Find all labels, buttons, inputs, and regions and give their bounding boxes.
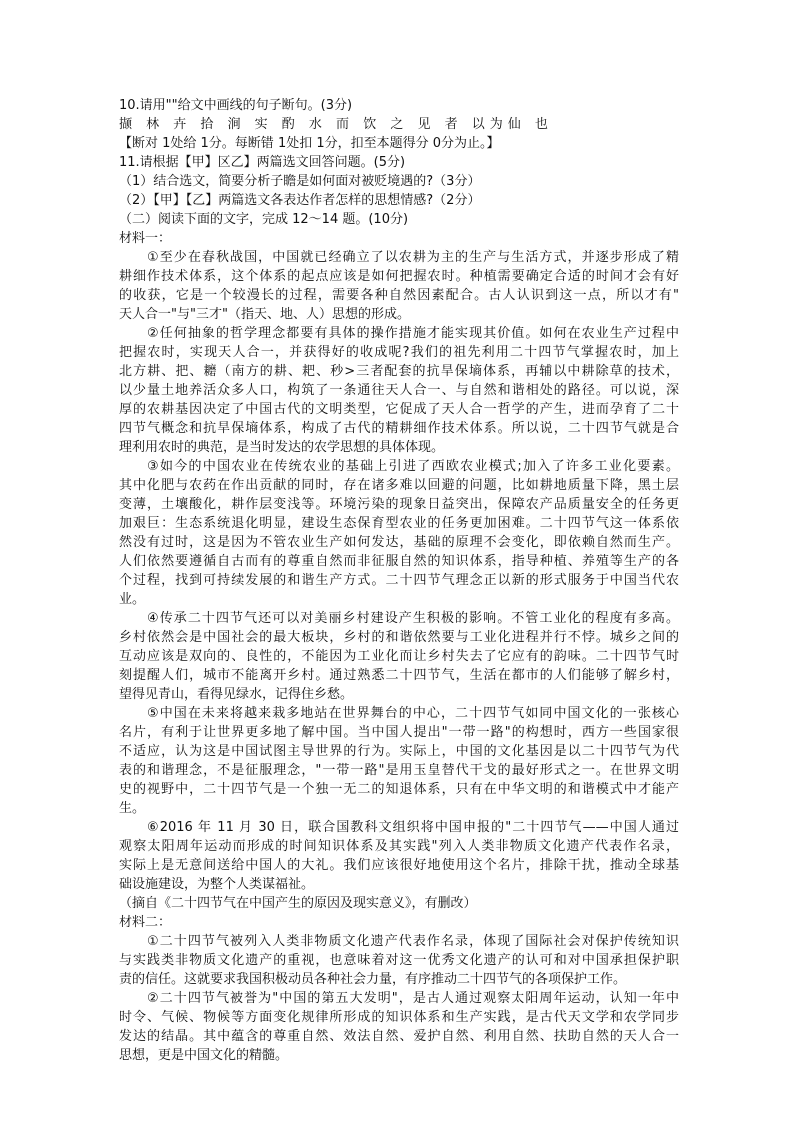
paragraph-line: 其中化肥与农药在作出贡献的同时，存在诸多难以回避的问题，比如耕地质量下降，黑土层 [119,478,679,493]
question-11-part-2: （2）【甲】【乙】两篇选文各表达作者怎样的思想情感?（2分） [119,193,481,208]
paragraph-line: ④传承二十四节气还可以对美丽乡村建设产生积极的影响。不管工业化的程度有多高。 [147,611,679,626]
paragraph-line: 个过程，找到可持续发展的和谐生产方式。二十四节气理念正以新的形式服务于中国当代农 [119,573,679,588]
paragraph-line: 的收获，它是一个较漫长的过程，需要各种自然因素配合。古人认识到这一点，所以才有" [119,288,679,303]
paragraph-line: 发达的结晶。其中蕴含的尊重自然、效法自然、爱护自然、利用自然、扶助自然的天人合一 [119,1029,679,1044]
paragraph-line: 史的视野中，二十四节气是一个独一无二的知退体系，只有在中华文明的和谐模式中才能产 [119,782,679,797]
paragraph-line: 观察太阳周年运动而形成的时间知识体系及其实践"列入人类非物质文化遗产代表作名录， [119,839,679,854]
paragraph-line: 望得见青山，看得见绿水，记得住乡愁。 [119,687,354,702]
question-10: 10.请用""给文中画线的句子断句。(3分) [119,98,353,113]
paragraph-line: 耕细作技术体系，这个体系的起点应该是如何把握农时。种植需要确定合适的时间才会有好 [119,269,679,284]
paragraph-line: 变薄，土壤酸化，耕作层变浅等。环境污染的现象日益突出，保障农产品质量安全的任务更 [119,497,679,512]
paragraph-line: 生。 [119,801,146,816]
underlined-sentence: 撷 林 卉 拾 涧 实 酌 水 而 饮 之 见 者 以为仙 也 [119,117,553,132]
scoring-note: 【断对 1处给 1分。每断错 1处扣 1分，扣至本题得分 0分为止。】 [119,136,500,151]
paragraph-line: ②任何抽象的哲学理念都要有具体的操作措施才能实现其价值。如何在农业生产过程中 [147,326,679,341]
source-citation: （摘自《二十四节气在中国产生的原因及现实意义》，有删改） [119,896,477,911]
paragraph-line: ⑥2016 年 11 月 30 日，联合国教科文组织将中国申报的"二十四节气——中国人通过 [147,820,679,835]
paragraph-line: 表的和谐理念，不是征服理念，"一带一路"是用玉皇替代干戈的最好形式之一。在世界文明 [119,763,679,778]
paragraph-line: ①至少在春秋战国，中国就已经确立了以农耕为主的生产与生活方式，并逐步形成了精 [147,250,679,265]
paragraph-line: 北方耕、把、耱（南方的耕、耙、秒>三者配套的抗旱保墒体系，再辅以中耕除草的技术， [119,364,679,379]
paragraph-line: 人们依然要遵循自古而有的尊重自然而非征服自然的知识体系，指导种植、养殖等生产的各 [119,554,679,569]
paragraph-line: 乡村依然会是中国社会的最大板块，乡村的和谐依然要与工业化进程并行不悖。城乡之间的 [119,630,679,645]
paragraph-line: 础设施建设，为整个人类谋福祉。 [119,877,315,892]
paragraph-line: 业。 [119,592,146,607]
paragraph-line: ③如今的中国农业在传统农业的基础上引进了西欧农业模式;加入了许多工业化要素。 [147,459,679,474]
paragraph-line: 与实践类非物质文化遗产的重视，也意味着对这一优秀文化遗产的认可和对中国承担保护职 [119,953,679,968]
paragraph-line: 然没有过时，这是因为不管农业生产如何发达，基础的原理不会变化，即依赖自然而生产。 [119,535,679,550]
paragraph-line: 四节气概念和抗旱保墒体系，构成了古代的精耕细作技术体系。所以说，二十四节气就是合 [119,421,679,436]
paragraph-line: 思想，更是中国文化的精髓。 [119,1048,289,1063]
section-heading: （二）阅读下面的文字，完成 12～14 题。(10分) [119,212,409,227]
paragraph-line: 刻提醒人们，城市不能离开乡村。通过熟悉二十四节气，生活在都市的人们能够了解乡村， [119,668,679,683]
question-11: 11.请根据【甲】区乙】两篇选文回答问题。(5分) [119,155,406,170]
paragraph-line: 把握农时，实现天人合一，并获得好的收成呢?我们的祖先利用二十四节气掌握农时，加上 [119,345,679,360]
paragraph-line: ①二十四节气被列入人类非物质文化遗产代表作名录，体现了国际社会对保护传统知识 [147,934,679,949]
material-two-label: 材料二： [119,915,172,930]
paragraph-line: 互动应该是双向的、良性的，不能因为工业化而让乡村失去了它应有的韵味。二十四节气时 [119,649,679,664]
paragraph-line: 实际上是无意间送给中国人的大礼。我们应该很好地使用这个名片，排除干扰，推动全球基 [119,858,679,873]
paragraph-line: 时令、气候、物候等方面变化规律所形成的知识体系和生产实践，是古代天文学和农学同步 [119,1010,679,1025]
paragraph-line: 以少量土地养活众多人口，构筑了一条通往天人合一、与自然和谐相处的路径。可以说，深 [119,383,679,398]
paragraph-line: ⑤中国在未来将越来栽多地站在世界舞台的中心，二十四节气如同中国文化的一张核心 [147,706,679,721]
paragraph-line: 理利用农时的典范，是当时发达的农学思想的具体体现。 [119,440,445,455]
paragraph-line: 天人合一"与"三才"（指天、地、人）思想的形成。 [119,307,410,322]
material-one-label: 材料一： [119,231,172,246]
paragraph-line: ②二十四节气被誉为"中国的第五大发明"，是古人通过观察太阳周年运动，认知一年中 [147,991,679,1006]
question-11-part-1: （1）结合选文，简要分析子瞻是如何面对被贬境遇的?（3分） [119,174,481,189]
paragraph-line: 不适应，认为这是中国试图主导世界的行为。实际上，中国的文化基因是以二十四节气为代 [119,744,679,759]
paragraph-line: 加艰巨：生态系统退化明显，建设生态保育型农业的任务更加困难。二十四节气这一体系依 [119,516,679,531]
paragraph-line: 名片，有利于让世界更多地了解中国。当中国人提出"一带一路"的构想时，西方一些国家很 [119,725,679,740]
paragraph-line: 责的信任。这就要求我国积极动员各种社会力量，有序推动二十四节气的各项保护工作。 [119,972,627,987]
paragraph-line: 厚的农耕基因决定了中国古代的文明类型，它促成了天人合一哲学的产生，进而孕育了二十 [119,402,679,417]
